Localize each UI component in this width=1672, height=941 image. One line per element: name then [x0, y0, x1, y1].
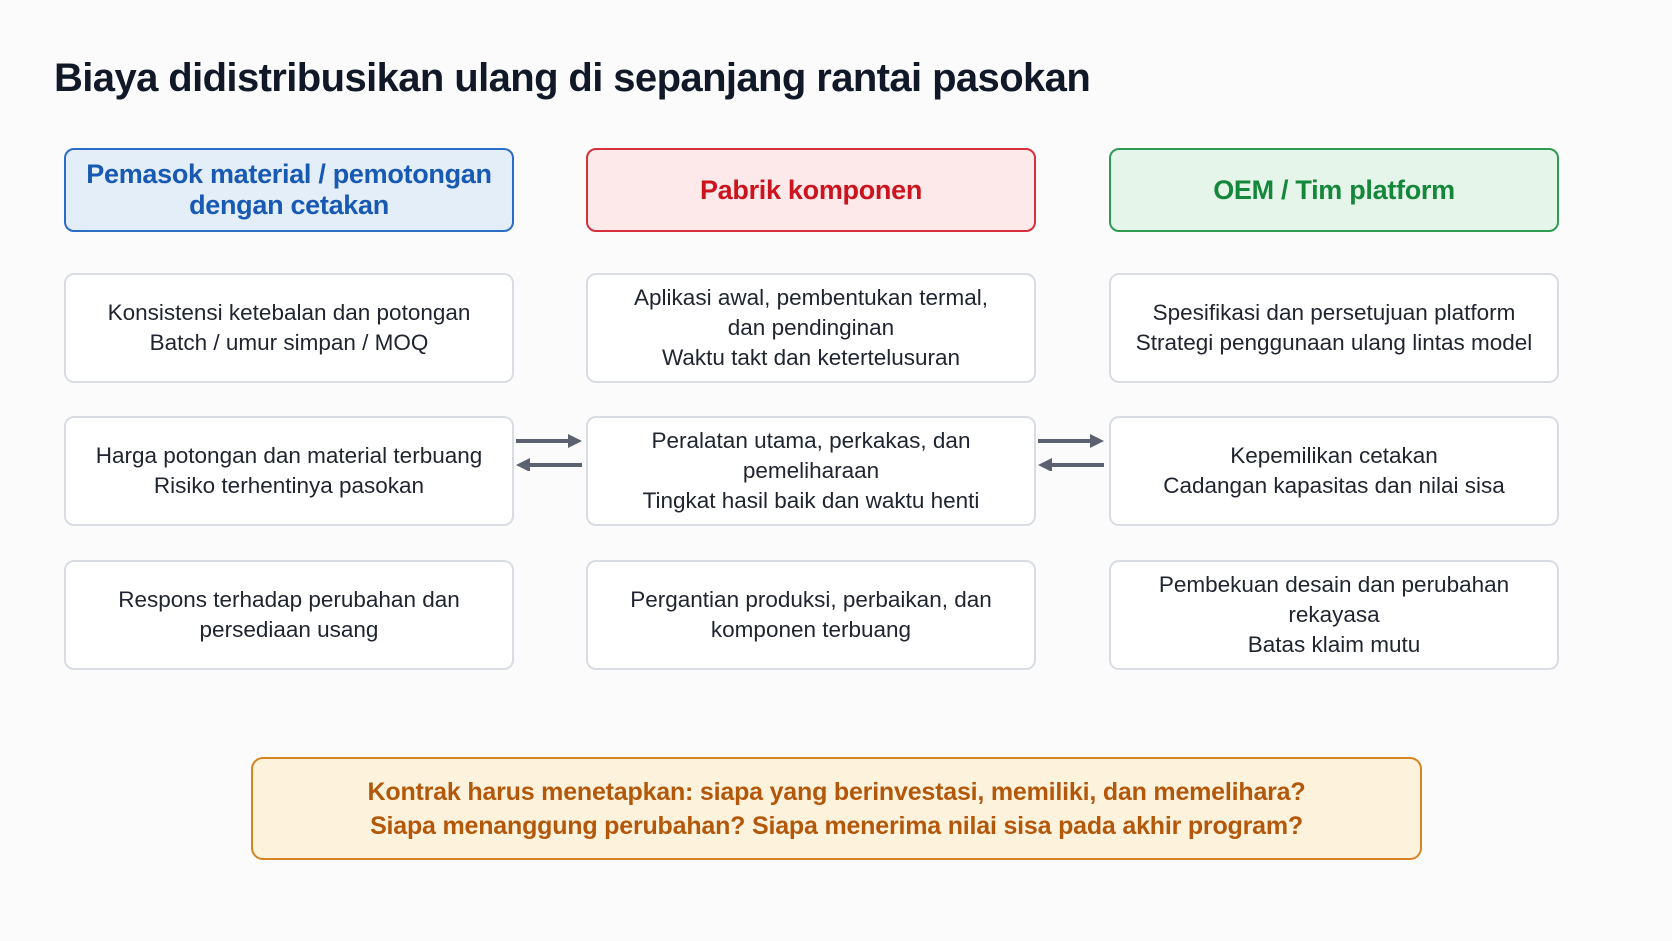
card-line: Respons terhadap perubahan dan [118, 587, 460, 612]
card-line: komponen terbuang [710, 617, 912, 642]
card-line: Risiko terhentinya pasokan [153, 473, 425, 498]
card-line: Konsistensi ketebalan dan potongan [107, 300, 471, 325]
card-line: Pembekuan desain dan perubahan [1158, 572, 1510, 597]
card-line: Harga potongan dan material terbuang [95, 443, 483, 468]
card-line: Tingkat hasil baik dan waktu henti [642, 488, 980, 513]
card-oem-platform-1 [1109, 273, 1559, 383]
contract-callout [251, 757, 1422, 860]
card-line: Pergantian produksi, perbaikan, dan [630, 587, 992, 612]
card-material-supplier-1 [64, 273, 514, 383]
callout-line: Siapa menanggung perubahan? Siapa menerima nilai sisa pada akhir program? [370, 811, 1303, 840]
card-material-supplier-3 [64, 560, 514, 670]
card-line: Kepemilikan cetakan [1230, 443, 1438, 468]
header-material-supplier: Pemasok material / pemotongan dengan cetakan [64, 148, 514, 232]
card-line: pemeliharaan [742, 458, 880, 483]
card-line: persediaan usang [199, 617, 379, 642]
card-line: Cadangan kapasitas dan nilai sisa [1163, 473, 1505, 498]
card-line: Batas klaim mutu [1247, 632, 1421, 657]
card-line: rekayasa [1288, 602, 1380, 627]
card-component-factory-3 [586, 560, 1036, 670]
card-line: Peralatan utama, perkakas, dan [651, 428, 971, 453]
card-line: Waktu takt dan ketertelusuran [661, 345, 961, 370]
callout-line: Kontrak harus menetapkan: siapa yang berinvestasi, memiliki, dan memelihara? [367, 777, 1306, 806]
page-title: Biaya didistribusikan ulang di sepanjang rantai pasokan [54, 56, 1091, 100]
bidirectional-arrows-icon [516, 431, 582, 471]
header-oem-platform: OEM / Tim platform [1109, 148, 1559, 232]
card-line: Batch / umur simpan / MOQ [149, 330, 429, 355]
card-component-factory-2 [586, 416, 1036, 526]
card-line: Strategi penggunaan ulang lintas model [1135, 330, 1533, 355]
card-line: dan pendinginan [727, 315, 895, 340]
card-oem-platform-2 [1109, 416, 1559, 526]
bidirectional-arrows-icon [1038, 431, 1104, 471]
card-component-factory-1 [586, 273, 1036, 383]
card-line: Spesifikasi dan persetujuan platform [1152, 300, 1516, 325]
card-line: Aplikasi awal, pembentukan termal, [634, 285, 988, 310]
card-material-supplier-2 [64, 416, 514, 526]
header-component-factory: Pabrik komponen [586, 148, 1036, 232]
card-oem-platform-3 [1109, 560, 1559, 670]
